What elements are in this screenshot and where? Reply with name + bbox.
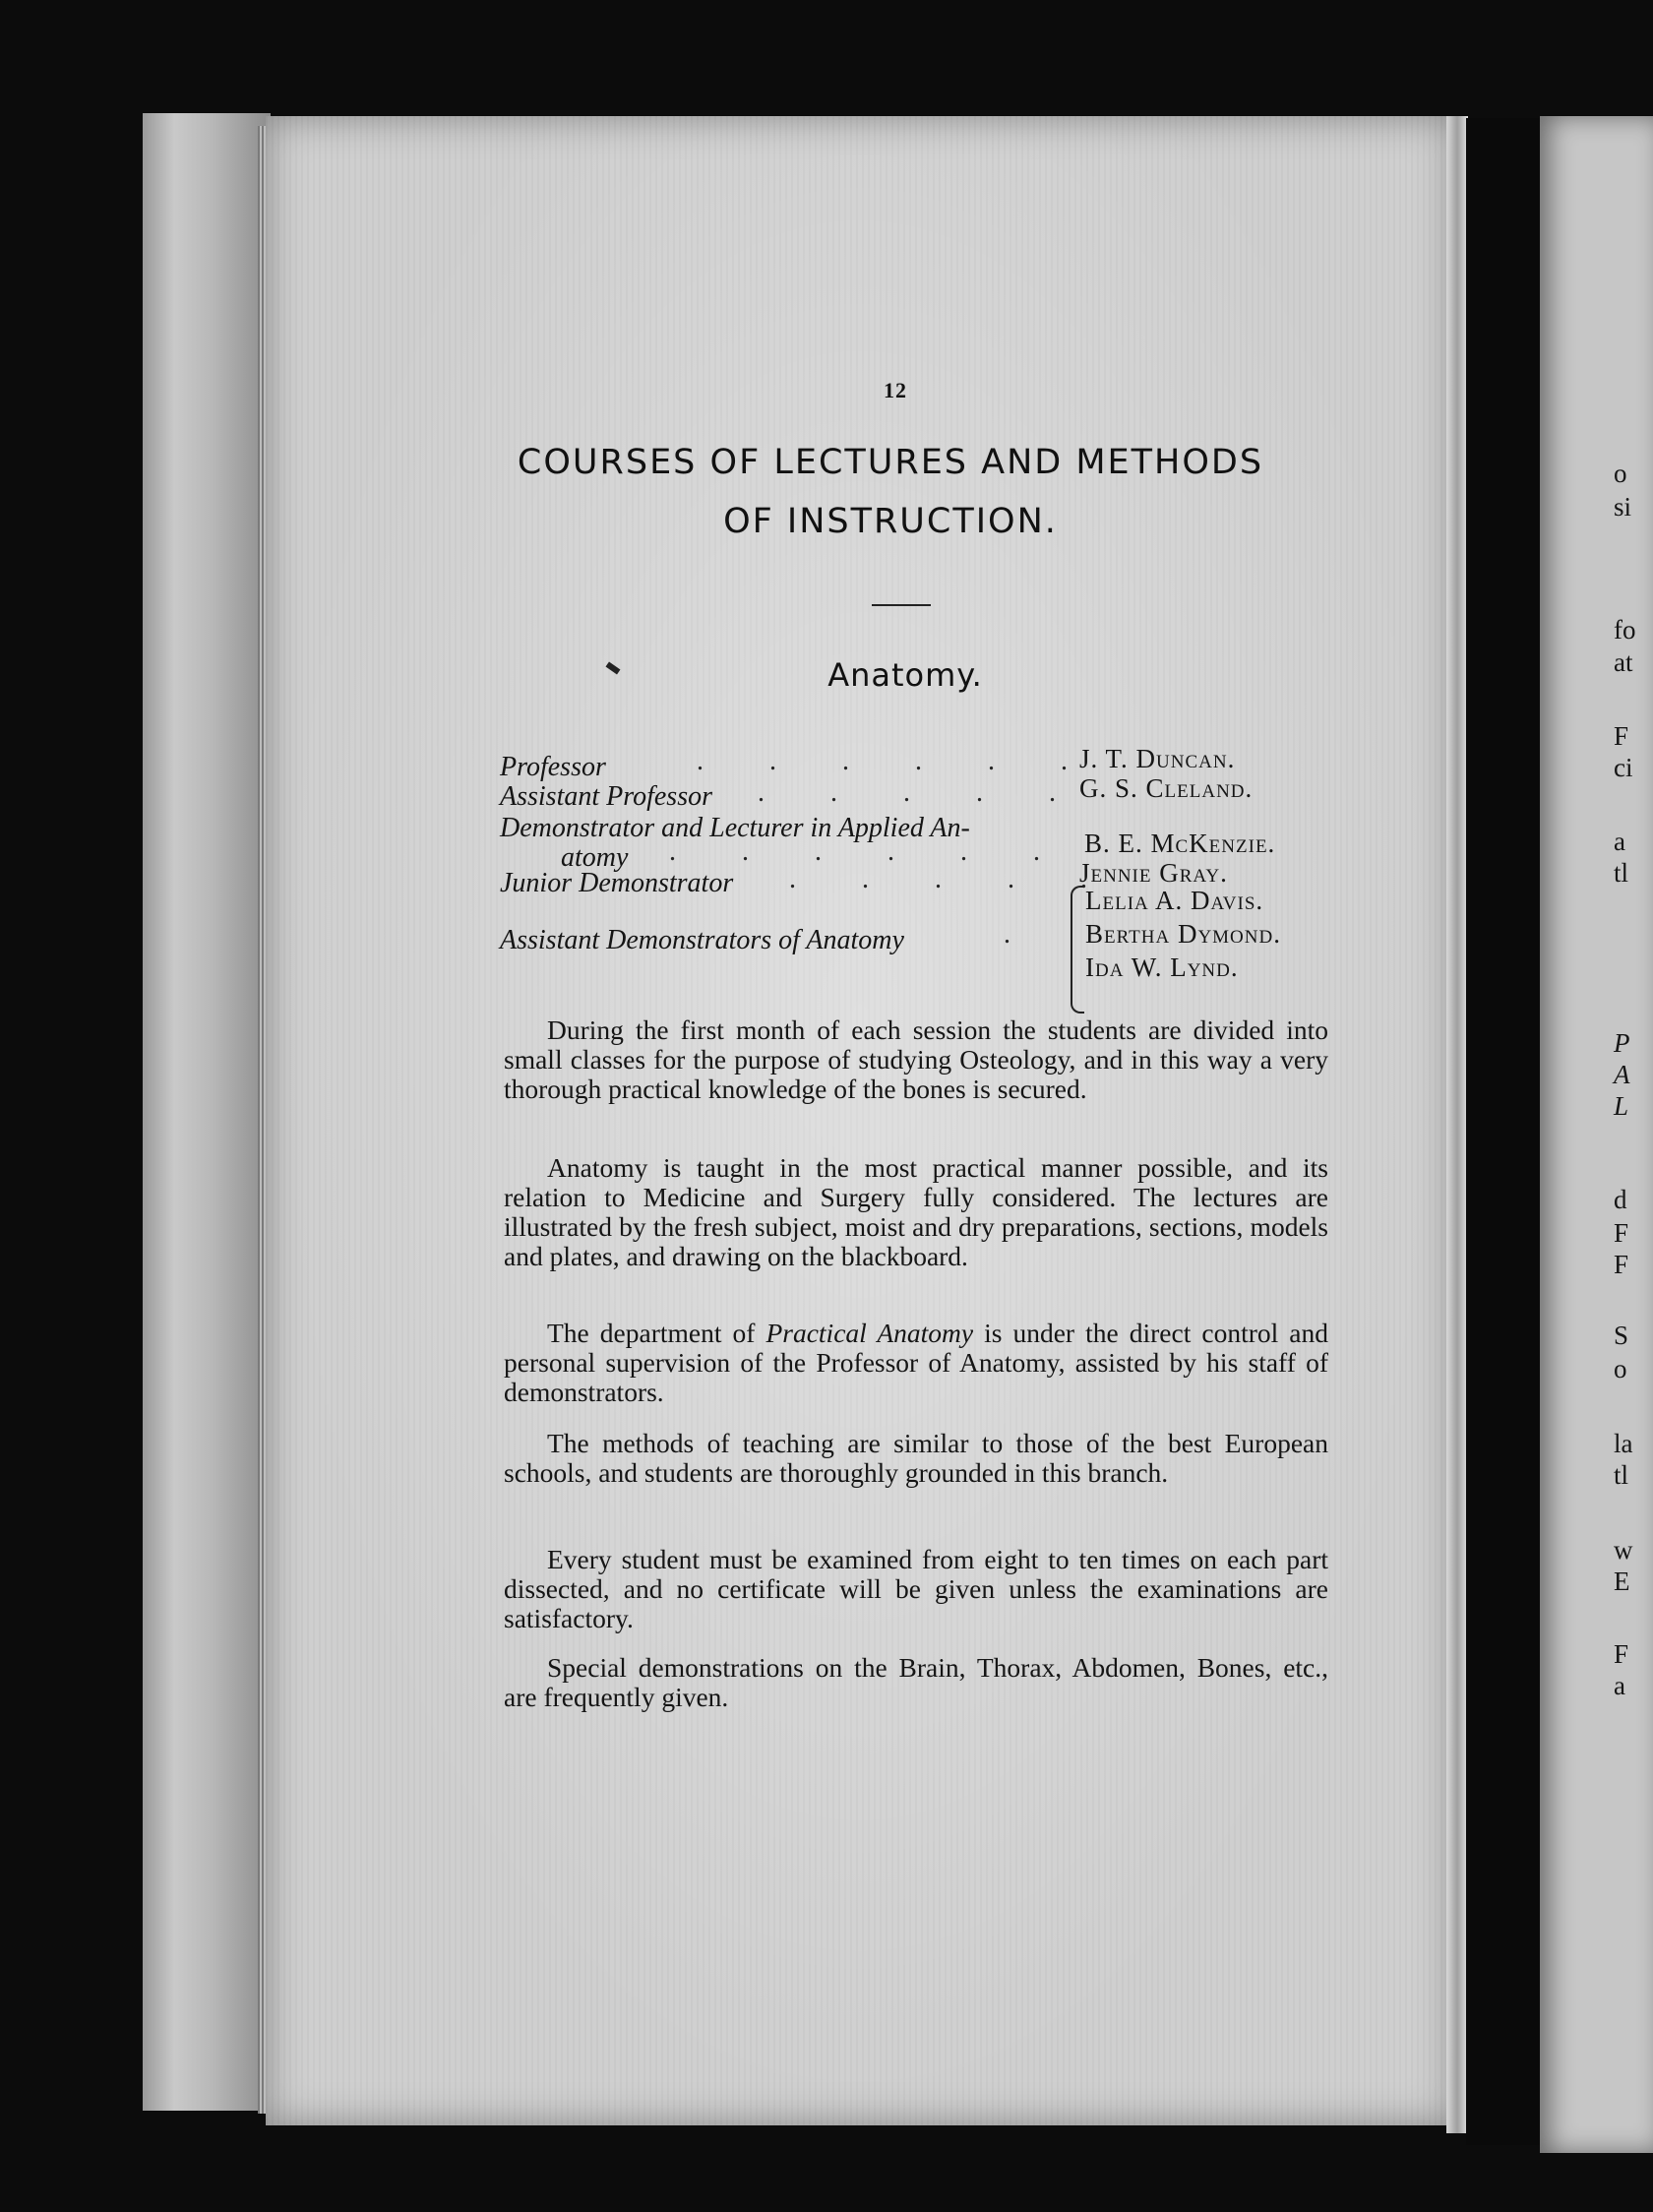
- page-title: COURSES OF LECTURES AND METHODS: [517, 443, 1264, 482]
- facing-page-fragment: si: [1614, 492, 1632, 522]
- leader-dots: . . . . . .: [697, 746, 1097, 776]
- leader-dots: .: [1004, 919, 1040, 950]
- name-group-brace: [1071, 886, 1084, 1014]
- staff-name: Ida W. Lynd.: [1085, 952, 1239, 982]
- facing-page-fragment: a: [1614, 1671, 1625, 1700]
- facing-page-fragment: w: [1614, 1535, 1633, 1565]
- facing-page: [1540, 116, 1653, 2153]
- leader-dots: . . . . .: [758, 777, 1085, 808]
- body-paragraph: [504, 1319, 1328, 1407]
- paragraph-text: is under the direct control and personal supervision of the Professor of Anatomy, assisted by his staff of demonstrators.: [504, 1318, 1328, 1407]
- staff-name: J. T. Duncan.: [1079, 744, 1236, 773]
- facing-page-fragment: S: [1614, 1321, 1629, 1350]
- facing-page-fragment: ci: [1614, 753, 1633, 782]
- staff-role: Assistant Demonstrators of Anatomy: [500, 925, 904, 955]
- facing-page-fragment: F: [1614, 1218, 1629, 1248]
- facing-page-fragment: P: [1614, 1028, 1630, 1058]
- facing-page-fragment: at: [1614, 647, 1633, 677]
- leader-dots: . . . . . .: [669, 836, 1070, 867]
- body-paragraph: Every student must be examined from eight to ten times on each part dissected, and no certificate will be given unless the examinations are satisfactory.: [504, 1544, 1328, 1633]
- facing-page-fragment: F: [1614, 1250, 1629, 1279]
- body-paragraph: Anatomy is taught in the most practical manner possible, and its relation to Medicine and Surgery fully considered. The lectures are illustrated by the fresh subject, moist and dry preparations, sections, models and plates, and drawing on the blackboard.: [504, 1152, 1328, 1271]
- staff-name: B. E. McKenzie.: [1084, 829, 1276, 858]
- facing-page-fragment: tl: [1614, 1460, 1629, 1490]
- leader-dots: . . . . .: [789, 864, 1117, 894]
- facing-page-fragment: a: [1614, 827, 1625, 856]
- body-paragraph: During the first month of each session the students are divided into small classes for the purpose of studying Osteology, and in this way a very thorough practical knowledge of the bones is secured.: [504, 1014, 1328, 1104]
- title-rule: [872, 604, 931, 606]
- facing-page-fragment: L: [1614, 1091, 1629, 1121]
- staff-role: Professor: [500, 752, 606, 782]
- staff-role: Demonstrator and Lecturer in Applied An-: [500, 813, 970, 843]
- paragraph-text: The department of: [547, 1318, 766, 1348]
- book-gutter: [1466, 118, 1545, 2145]
- facing-page-fragment: o: [1614, 459, 1627, 488]
- staff-name: Jennie Gray.: [1079, 858, 1228, 888]
- left-book-edge: [143, 113, 271, 2111]
- facing-page-fragment: F: [1614, 1639, 1629, 1669]
- page-number: 12: [884, 378, 907, 402]
- emphasized-term: Practical Anatomy: [765, 1318, 974, 1348]
- facing-page-fragment: tl: [1614, 858, 1629, 888]
- staff-role-continued: atomy: [561, 842, 629, 873]
- staff-role: Assistant Professor: [500, 781, 712, 812]
- facing-page-fragment: fo: [1614, 615, 1636, 645]
- facing-page-fragment: o: [1614, 1354, 1627, 1383]
- staff-name: Lelia A. Davis.: [1085, 886, 1264, 915]
- body-paragraph: Special demonstrations on the Brain, Thorax, Abdomen, Bones, etc., are frequently given.: [504, 1652, 1328, 1712]
- body-paragraph: The methods of teaching are similar to those of the best European schools, and students are thoroughly grounded in this branch.: [504, 1428, 1328, 1488]
- staff-name: Bertha Dymond.: [1085, 919, 1281, 949]
- facing-page-fragment: d: [1614, 1185, 1627, 1214]
- facing-page-fragment: E: [1614, 1567, 1630, 1596]
- facing-page-fragment: la: [1614, 1429, 1633, 1458]
- facing-page-fragment: F: [1614, 721, 1629, 751]
- staff-name: G. S. Cleland.: [1079, 773, 1254, 803]
- page-fold: [1446, 116, 1468, 2133]
- facing-page-fragment: A: [1614, 1060, 1630, 1089]
- section-heading: Anatomy.: [827, 656, 983, 694]
- book-page: [266, 116, 1454, 2125]
- staff-role: Junior Demonstrator: [500, 868, 734, 898]
- page-title-continued: OF INSTRUCTION.: [723, 502, 1058, 541]
